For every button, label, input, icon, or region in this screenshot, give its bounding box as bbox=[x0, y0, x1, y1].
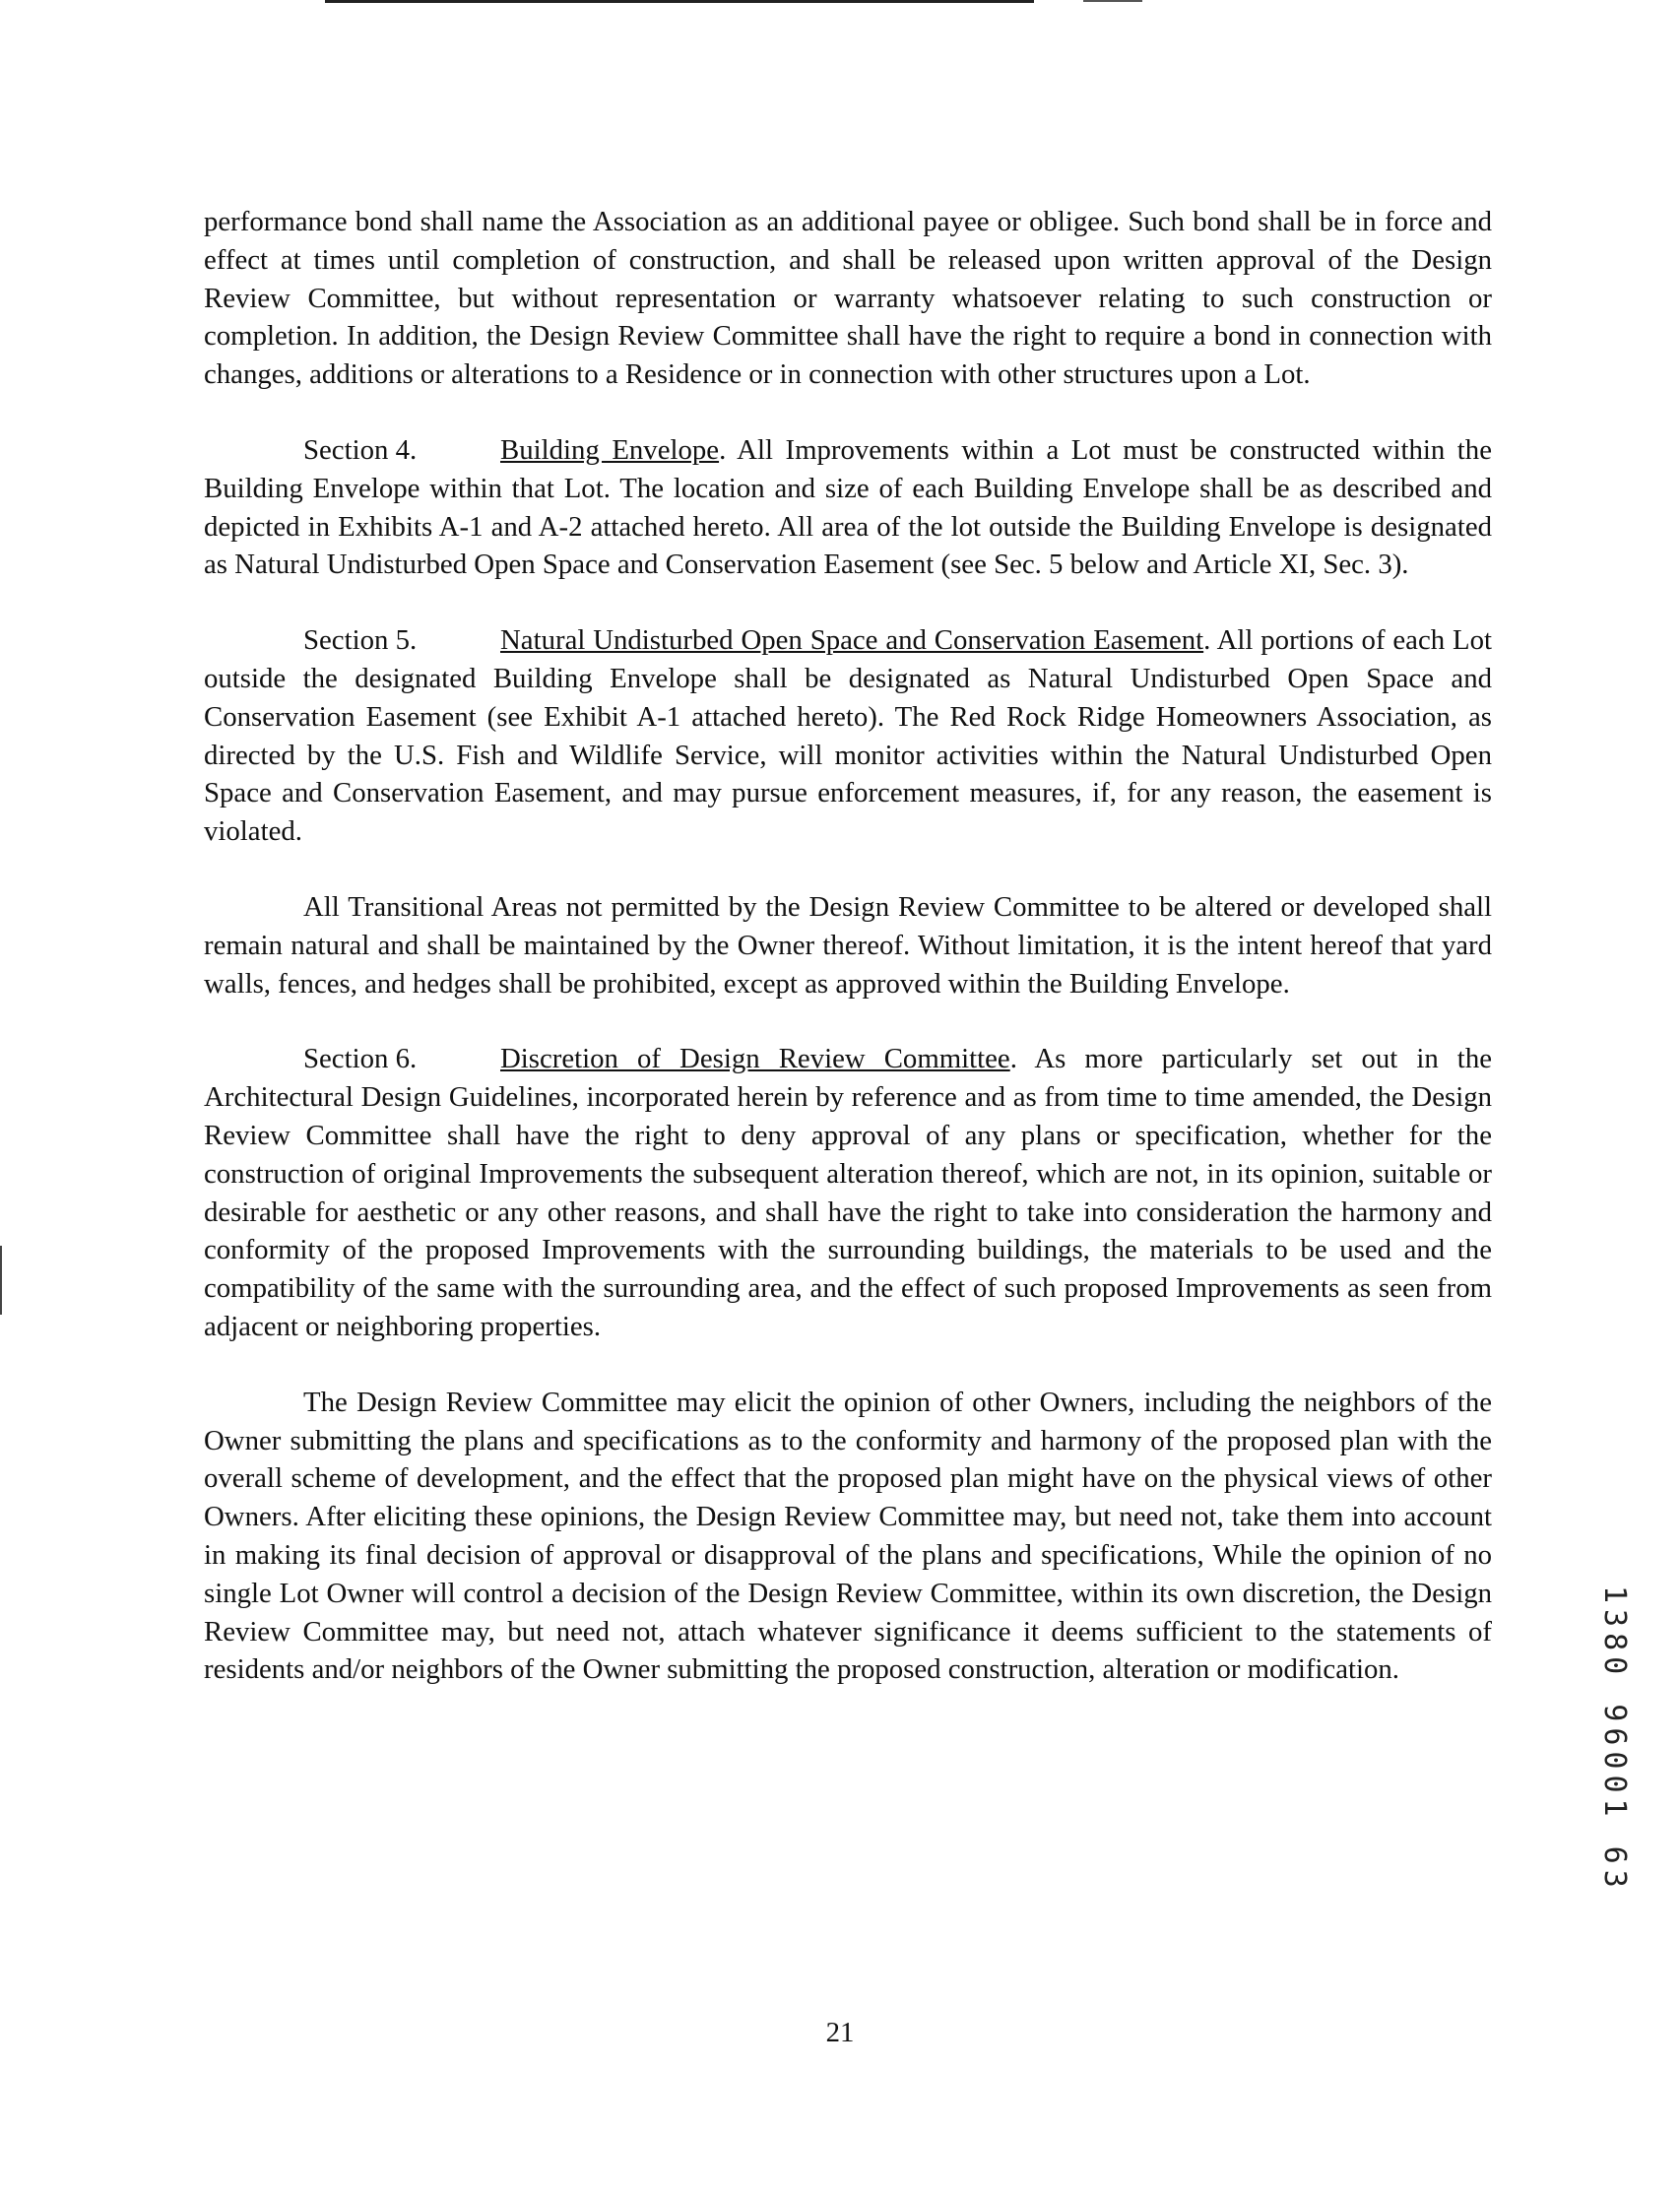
section-6-paragraph bbox=[204, 1040, 1492, 1345]
section-6-heading: Discretion of Design Review Committee bbox=[500, 1043, 1010, 1075]
section-4-body: . All Improvements within a Lot must be constructed within the Building Envelope within that Lot. The location and size of each Building Envelope shall be as described and depicted in Exhibits A-1 and A-2 attached hereto. All area of the lot outside the Building Envelope is designated as Natural Undisturbed Open Space and Conservation Easement (see Sec. 5 below and Article XI, Sec. 3). bbox=[204, 433, 1492, 581]
section-6-label: Section 6. bbox=[303, 1043, 418, 1075]
page-number: 21 bbox=[825, 2017, 855, 2048]
document-body bbox=[204, 203, 1492, 1726]
paragraph-owner-opinions: The Design Review Committee may elicit the opinion of other Owners, including the neighbors of the Owner submitting the plans and specifications as to the conformity and harmony of the proposed plan with the overall scheme of development, and the effect that the proposed plan might have on the physical views of other Owners. After eliciting these opinions, the Design Review Committee may, but need not, take them into account in making its final decision of approval or disapproval of the plans and specifications, While the opinion of no single Lot Owner will control a decision of the Design Review Committee, within its own discretion, the Design Review Committee may, but need not, attach whatever significance it deems sufficient to the statements of residents and/or neighbors of the Owner submitting the proposed construction, alteration or modification. bbox=[204, 1386, 1492, 1686]
section-5-label: Section 5. bbox=[303, 624, 418, 657]
section-5-paragraph bbox=[204, 621, 1492, 851]
paragraph-performance-bond: performance bond shall name the Association as an additional payee or obligee. Such bond shall be in force and effect at times until completion of construction, and shall be released upon written approval of the Design Review Committee, but without representation or warranty whatsoever relating to such construction or completion. In addition, the Design Review Committee shall have the right to require a bond in connection with changes, additions or alterations to a Residence or in connection with other structures upon a Lot. bbox=[204, 206, 1492, 391]
left-margin-mark bbox=[0, 1246, 2, 1315]
side-stamp-text: 1380 96001 63 bbox=[1597, 1585, 1632, 1894]
section-4-heading: Building Envelope bbox=[500, 433, 720, 466]
section-4-paragraph bbox=[204, 431, 1492, 584]
section-4-label: Section 4. bbox=[303, 433, 418, 466]
section-5-heading: Natural Undisturbed Open Space and Conservation Easement bbox=[500, 624, 1204, 657]
side-document-stamp bbox=[1597, 1585, 1659, 1894]
top-scan-line bbox=[325, 0, 1034, 3]
paragraph-transitional-areas: All Transitional Areas not permitted by the Design Review Committee to be altered or developed shall remain natural and shall be maintained by the Owner thereof. Without limitation, it is the intent hereof that yard walls, fences, and hedges shall be prohibited, except as approved within the Building Envelope. bbox=[204, 890, 1492, 1000]
top-scan-mark bbox=[1083, 0, 1142, 2]
section-6-body: . As more particularly set out in the Architectural Design Guidelines, incorporated herein by reference and as from time to time amended, the Design Review Committee shall have the right to deny approval of any plans or specification, whether for the construction of original Improvements the subsequent alteration thereof, which are not, in its opinion, suitable or desirable for aesthetic or any other reasons, and shall have the right to take into consideration the harmony and conformity of the proposed Improvements with the surrounding buildings, the materials to be used and the compatibility of the same with the surrounding area, and the effect of such proposed Improvements as seen from adjacent or neighboring properties. bbox=[204, 1043, 1492, 1342]
section-5-body: . All portions of each Lot outside the designated Building Envelope shall be designated as Natural Undisturbed Open Space and Conservation Easement (see Exhibit A-1 attached hereto). The Red Rock Ridge Homeowners Association, as directed by the U.S. Fish and Wildlife Service, will monitor activities within the Natural Undisturbed Open Space and Conservation Easement, and may pursue enforcement measures, if, for any reason, the easement is violated. bbox=[204, 624, 1493, 848]
